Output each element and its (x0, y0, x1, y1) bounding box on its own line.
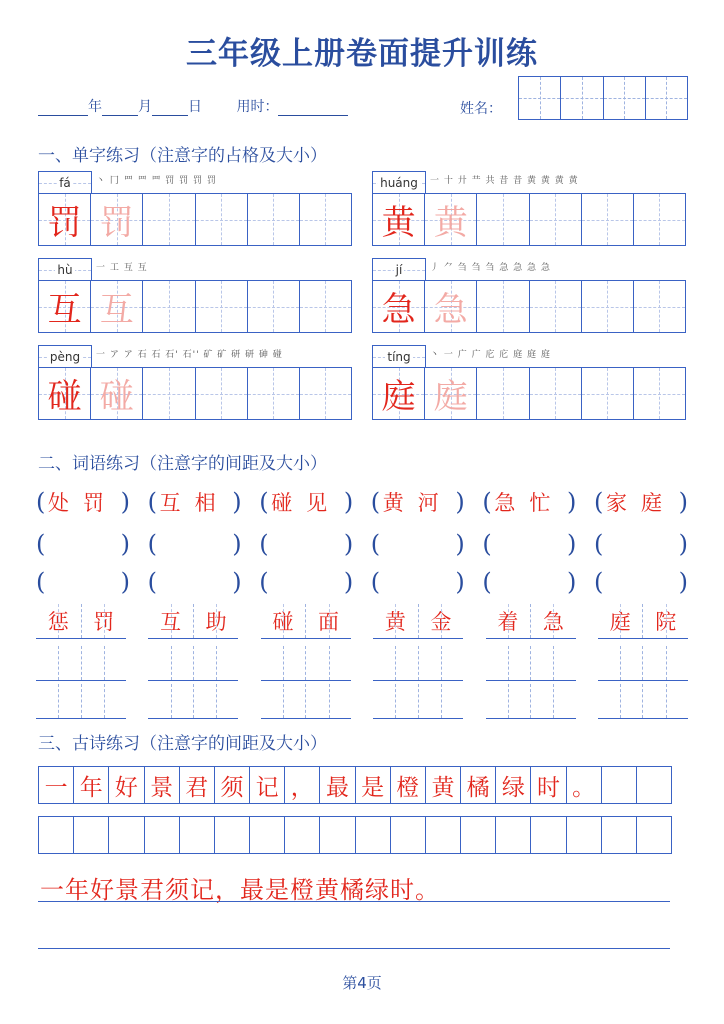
poem-grid-row-2[interactable] (38, 816, 672, 854)
poem-blank-cell[interactable] (285, 817, 320, 853)
paren-open: ( (36, 568, 46, 596)
section-3-title: 三、古诗练习（注意字的间距及大小） (38, 734, 327, 754)
trace-char: 急 (433, 290, 468, 330)
word-model (36, 486, 130, 518)
pinyin-label: hù (57, 263, 73, 277)
paren-open: ( (36, 530, 46, 558)
word-grid-blank[interactable] (261, 646, 351, 681)
trace-char-cell[interactable] (425, 368, 477, 419)
paren-close: ) (455, 488, 465, 516)
blank-char-cell[interactable] (634, 368, 685, 419)
blank-char-cell[interactable] (248, 368, 300, 419)
word-grid-row (36, 604, 688, 638)
poem-char-cell: 景 (145, 767, 180, 803)
word-blank[interactable] (594, 566, 688, 598)
paren-open: ( (482, 530, 492, 558)
blank-char-cell[interactable] (196, 194, 248, 245)
poem-grid-row-1 (38, 766, 672, 804)
pinyin-box (372, 258, 426, 281)
paren-close: ) (678, 568, 688, 596)
paren-close: ) (343, 488, 354, 516)
word-blank[interactable] (482, 528, 576, 560)
poem-blank-cell[interactable] (109, 817, 144, 853)
blank-char-cell[interactable] (143, 368, 195, 419)
paren-close: ) (232, 530, 242, 558)
word-grid-blank[interactable] (148, 646, 238, 681)
model-char-cell (373, 281, 425, 332)
pinyin-label: pèng (49, 350, 81, 364)
paren-close: ) (120, 488, 130, 516)
poem-blank-cell[interactable] (250, 817, 285, 853)
paren-close: ) (343, 530, 354, 558)
poem-char-cell: 最 (320, 767, 355, 803)
stroke-order: 一 十 廾 龷 共 昔 昔 黄 黄 黄 黄 (430, 176, 579, 186)
word-grid-model (373, 604, 463, 639)
word-grid-row (36, 684, 688, 718)
pinyin-box (372, 345, 426, 368)
trace-char: 碰 (99, 377, 134, 417)
poem-blank-cell[interactable] (426, 817, 461, 853)
word-char: 院 (642, 604, 688, 638)
paren-open: ( (370, 488, 381, 516)
word-char: 罚 (81, 604, 127, 638)
word-text: 家庭 (605, 491, 676, 515)
poem-char-cell: 年 (74, 767, 109, 803)
poem-blank-cell[interactable] (496, 817, 531, 853)
word-grid-model (486, 604, 576, 639)
word-blank[interactable] (259, 566, 353, 598)
word-char: 惩 (36, 604, 81, 638)
name-label: 姓名： (460, 101, 502, 117)
word-model (594, 486, 688, 518)
word-char: 助 (193, 604, 239, 638)
word-char: 着 (486, 604, 531, 638)
blank-char-cell[interactable] (530, 194, 582, 245)
footer-divider (38, 948, 670, 949)
day-label: 日 (188, 99, 202, 115)
paren-close: ) (678, 530, 688, 558)
paren-close: ) (120, 530, 130, 558)
word-model (148, 486, 242, 518)
paren-open: ( (593, 568, 604, 596)
pinyin-label: fá (59, 176, 71, 190)
paren-open: ( (147, 530, 157, 558)
word-model (482, 486, 576, 518)
poem-char-cell: 记 (250, 767, 285, 803)
trace-char: 庭 (433, 377, 468, 417)
paren-open: ( (147, 488, 157, 516)
poem-blank-cell[interactable] (461, 817, 496, 853)
poem-char-cell: 君 (180, 767, 215, 803)
blank-char-cell[interactable] (634, 194, 685, 245)
month-label: 月 (138, 99, 152, 115)
blank-char-cell[interactable] (477, 368, 529, 419)
blank-char-cell[interactable] (248, 281, 300, 332)
model-char-cell (373, 194, 425, 245)
char-grid-row (38, 193, 352, 246)
word-grid-blank[interactable] (148, 684, 238, 719)
paren-open: ( (370, 568, 381, 596)
model-char-cell (39, 281, 91, 332)
word-grid-blank[interactable] (486, 646, 576, 681)
char-grid-row (38, 367, 352, 420)
model-char: 庭 (381, 377, 416, 417)
trace-char-cell[interactable] (425, 194, 477, 245)
pinyin-box (38, 258, 92, 281)
word-blank[interactable] (259, 528, 353, 560)
stroke-order: 丶 冂 罒 罒 罒 罚 罚 罚 罚 (96, 176, 217, 186)
word-char: 黄 (373, 604, 418, 638)
word-char: 互 (148, 604, 193, 638)
poem-blank-cell[interactable] (215, 817, 250, 853)
word-blank[interactable] (148, 566, 242, 598)
paren-close: ) (567, 568, 577, 596)
pinyin-box (38, 345, 92, 368)
poem-char-cell: 。 (567, 767, 602, 803)
section-1-title: 一、单字练习（注意字的占格及大小） (38, 146, 327, 166)
word-grid-model (36, 604, 126, 639)
paren-open: ( (482, 568, 492, 596)
word-blank[interactable] (371, 566, 465, 598)
pinyin-label: tíng (387, 350, 411, 364)
word-grid-model (598, 604, 688, 639)
pinyin-box (372, 171, 426, 194)
model-char-cell (39, 368, 91, 419)
word-char: 庭 (598, 604, 643, 638)
stroke-order: 丿 ⺈ 刍 刍 刍 急 急 急 急 (430, 263, 551, 273)
blank-char-cell[interactable] (582, 281, 634, 332)
word-blank[interactable] (36, 528, 130, 560)
char-grid-row (372, 367, 686, 420)
poem-blank-cell[interactable] (567, 817, 602, 853)
poem-blank-cell[interactable] (180, 817, 215, 853)
pinyin-label: huáng (380, 176, 418, 190)
blank-char-cell[interactable] (530, 368, 582, 419)
word-model (371, 486, 465, 518)
word-grid-blank[interactable] (486, 684, 576, 719)
page-title: 三年级上册卷面提升训练 (186, 36, 538, 72)
word-grid-blank[interactable] (36, 684, 126, 719)
trace-char: 互 (99, 290, 134, 330)
paren-close: ) (232, 568, 242, 596)
poem-char-cell (637, 767, 671, 803)
word-blank[interactable] (36, 566, 130, 598)
word-text: 急忙 (494, 491, 565, 515)
char-grid-row (38, 280, 352, 333)
word-grid-model (261, 604, 351, 639)
blank-char-cell[interactable] (477, 281, 529, 332)
paren-close: ) (567, 530, 577, 558)
poem-blank-cell[interactable] (39, 817, 74, 853)
stroke-order: 一 工 互 互 (96, 263, 148, 273)
trace-char-cell[interactable] (425, 281, 477, 332)
trace-char-cell[interactable] (91, 368, 143, 419)
poem-char-cell: ， (285, 767, 320, 803)
word-char: 碰 (261, 604, 306, 638)
trace-char: 黄 (433, 203, 468, 243)
poem-char-cell: 是 (356, 767, 391, 803)
blank-char-cell[interactable] (300, 194, 351, 245)
word-char: 面 (305, 604, 351, 638)
model-char: 罚 (47, 203, 82, 243)
paren-close: ) (343, 568, 354, 596)
day-blank[interactable] (152, 101, 188, 116)
poem-char-cell: 橙 (391, 767, 426, 803)
word-grid-blank[interactable] (36, 646, 126, 681)
word-text: 碰见 (271, 491, 342, 515)
paren-close: ) (232, 488, 242, 516)
word-blank[interactable] (482, 566, 576, 598)
blank-char-cell[interactable] (300, 281, 351, 332)
word-text: 处罚 (48, 491, 118, 515)
word-text: 互相 (159, 491, 230, 515)
poem-char-cell: 绿 (496, 767, 531, 803)
year-label: 年 (88, 99, 102, 115)
blank-char-cell[interactable] (196, 281, 248, 332)
poem-blank-cell[interactable] (145, 817, 180, 853)
blank-char-cell[interactable] (143, 194, 195, 245)
stroke-order: 一 ア ア 石 石 石' 石'' 矿 矿 研 研 砷 碰 (96, 350, 283, 360)
paren-open: ( (259, 488, 269, 516)
poem-char-cell: 时 (531, 767, 566, 803)
poem-blank-cell[interactable] (637, 817, 671, 853)
word-char: 急 (530, 604, 576, 638)
poem-char-cell: 黄 (426, 767, 461, 803)
word-model (259, 486, 353, 518)
word-grid-blank[interactable] (373, 646, 463, 681)
poem-char-cell: 须 (215, 767, 250, 803)
word-grid-blank[interactable] (261, 684, 351, 719)
blank-char-cell[interactable] (300, 368, 351, 419)
paren-open: ( (370, 530, 381, 558)
word-paren-row (36, 566, 688, 598)
poem-char-cell: 一 (39, 767, 74, 803)
poem-blank-cell[interactable] (320, 817, 355, 853)
time-label: 用时： (236, 99, 279, 115)
poem-writing-line (38, 901, 670, 902)
word-grid-model (148, 604, 238, 639)
pinyin-box (38, 171, 92, 194)
word-blank[interactable] (371, 528, 465, 560)
blank-char-cell[interactable] (143, 281, 195, 332)
blank-char-cell[interactable] (634, 281, 685, 332)
section-2-title: 二、词语练习（注意字的间距及大小） (38, 454, 327, 474)
blank-char-cell[interactable] (248, 194, 300, 245)
word-grid-blank[interactable] (598, 646, 688, 681)
paren-close: ) (567, 488, 577, 516)
stroke-order: 丶 一 广 广 庀 庀 庭 庭 庭 (430, 350, 551, 360)
date-time-line (38, 96, 348, 116)
char-grid-row (372, 193, 686, 246)
blank-char-cell[interactable] (530, 281, 582, 332)
blank-char-cell[interactable] (582, 368, 634, 419)
poem-blank-cell[interactable] (391, 817, 426, 853)
blank-char-cell[interactable] (196, 368, 248, 419)
paren-open: ( (147, 568, 157, 596)
word-grid-blank[interactable] (373, 684, 463, 719)
word-char: 金 (418, 604, 464, 638)
paren-open: ( (259, 530, 269, 558)
paren-open: ( (593, 488, 604, 516)
word-grid-blank[interactable] (598, 684, 688, 719)
month-blank[interactable] (102, 101, 138, 116)
paren-close: ) (455, 568, 465, 596)
trace-char-cell[interactable] (91, 281, 143, 332)
paren-open: ( (482, 488, 492, 516)
poem-char-cell: 好 (109, 767, 144, 803)
paren-open: ( (259, 568, 269, 596)
trace-char-cell[interactable] (91, 194, 143, 245)
poem-char-cell (602, 767, 637, 803)
poem-blank-cell[interactable] (74, 817, 109, 853)
blank-char-cell[interactable] (582, 194, 634, 245)
poem-blank-cell[interactable] (356, 817, 391, 853)
paren-close: ) (678, 488, 688, 516)
word-text: 黄河 (382, 491, 453, 515)
word-paren-row (36, 528, 688, 560)
word-blank[interactable] (148, 528, 242, 560)
model-char: 黄 (381, 203, 416, 243)
word-blank[interactable] (594, 528, 688, 560)
blank-char-cell[interactable] (477, 194, 529, 245)
char-grid-row (372, 280, 686, 333)
model-char-cell (373, 368, 425, 419)
poem-blank-cell[interactable] (602, 817, 637, 853)
model-char-cell (39, 194, 91, 245)
model-char: 急 (381, 290, 416, 330)
poem-char-cell: 橘 (461, 767, 496, 803)
trace-char: 罚 (99, 203, 134, 243)
page-number: 第4页 (342, 974, 382, 992)
paren-open: ( (36, 488, 46, 516)
model-char: 互 (47, 290, 82, 330)
model-char: 碰 (47, 377, 82, 417)
word-paren-row (36, 486, 688, 518)
word-grid-row (36, 646, 688, 680)
time-blank[interactable] (278, 101, 348, 116)
poem-handwritten: 一年好景君须记，最是橙黄橘绿时。 (40, 876, 440, 904)
paren-close: ) (455, 530, 465, 558)
pinyin-label: jí (395, 263, 403, 277)
year-blank[interactable] (38, 101, 88, 116)
name-grid[interactable] (518, 76, 688, 120)
paren-close: ) (120, 568, 130, 596)
paren-open: ( (593, 530, 604, 558)
poem-blank-cell[interactable] (531, 817, 566, 853)
